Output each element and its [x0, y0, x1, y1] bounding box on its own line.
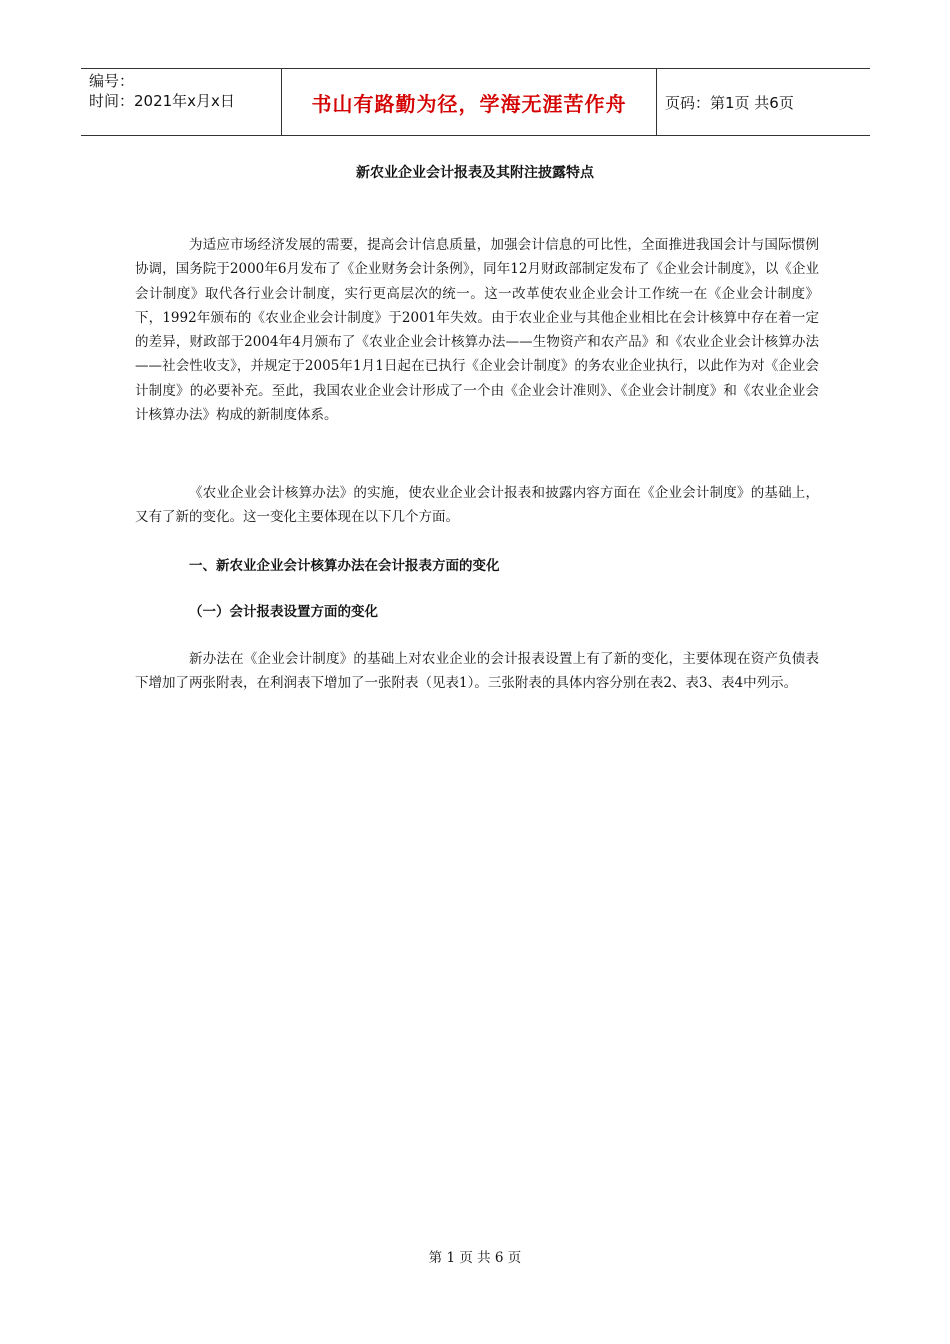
paragraph-intro: 为适应市场经济发展的需要，提高会计信息质量，加强会计信息的可比性，全面推进我国会计与国际惯例协调，国务院于2000年6月发布了《企业财务会计条例》，同年12月财政部制定发布了《企业会计制度》，以《企业会计制度》取代各行业会计制度，实行更高层次的统一。这一改革使农业企业会计工作统一在《企业会计制度》下，1992年颁布的《农业企业会计制度》于2001年失效。由于农业企业与其他企业相比在会计核算中存在着一定的差异，财政部于2004年4月颁布了《农业企业会计核算办法——生物资产和农产品》和《农业企业会计核算办法——社会性收支》，并规定于2005年1月1日起在已执行《企业会计制度》的务农业企业执行，以此作为对《企业会计制度》的必要补充。至此，我国农业企业会计形成了一个由《企业会计准则》、《企业会计制度》和《农业企业会计核算办法》构成的新制度体系。	[135, 237, 819, 424]
motto-text: 书山有路勤为径，学海无涯苦作舟	[311, 91, 627, 116]
header-motto-cell	[281, 69, 657, 135]
time-label: 时间：2021年x月x日	[89, 92, 235, 110]
number-label: 编号：	[89, 72, 135, 90]
subsection-heading-1: （一）会计报表设置方面的变化	[189, 604, 378, 620]
header-table	[81, 68, 870, 136]
section-heading-1: 一、新农业企业会计核算办法在会计报表方面的变化	[189, 558, 500, 574]
header-page-cell	[657, 69, 870, 135]
page-footer: 第 1 页 共 6 页	[428, 1250, 522, 1266]
page-label: 页码：第1页 共6页	[665, 93, 794, 112]
paragraph-report-setup: 新办法在《企业会计制度》的基础上对农业企业的会计报表设置上有了新的变化，主要体现在资产负债表下增加了两张附表，在利润表下增加了一张附表（见表1）。三张附表的具体内容分别在表2、表3、表4中列示。	[135, 651, 819, 692]
paragraph-changes: 《农业企业会计核算办法》的实施，使农业企业会计报表和披露内容方面在《企业会计制度》的基础上，又有了新的变化。这一变化主要体现在以下几个方面。	[135, 485, 819, 526]
header-info-cell	[81, 69, 281, 135]
document-title: 新农业企业会计报表及其附注披露特点	[356, 165, 594, 181]
